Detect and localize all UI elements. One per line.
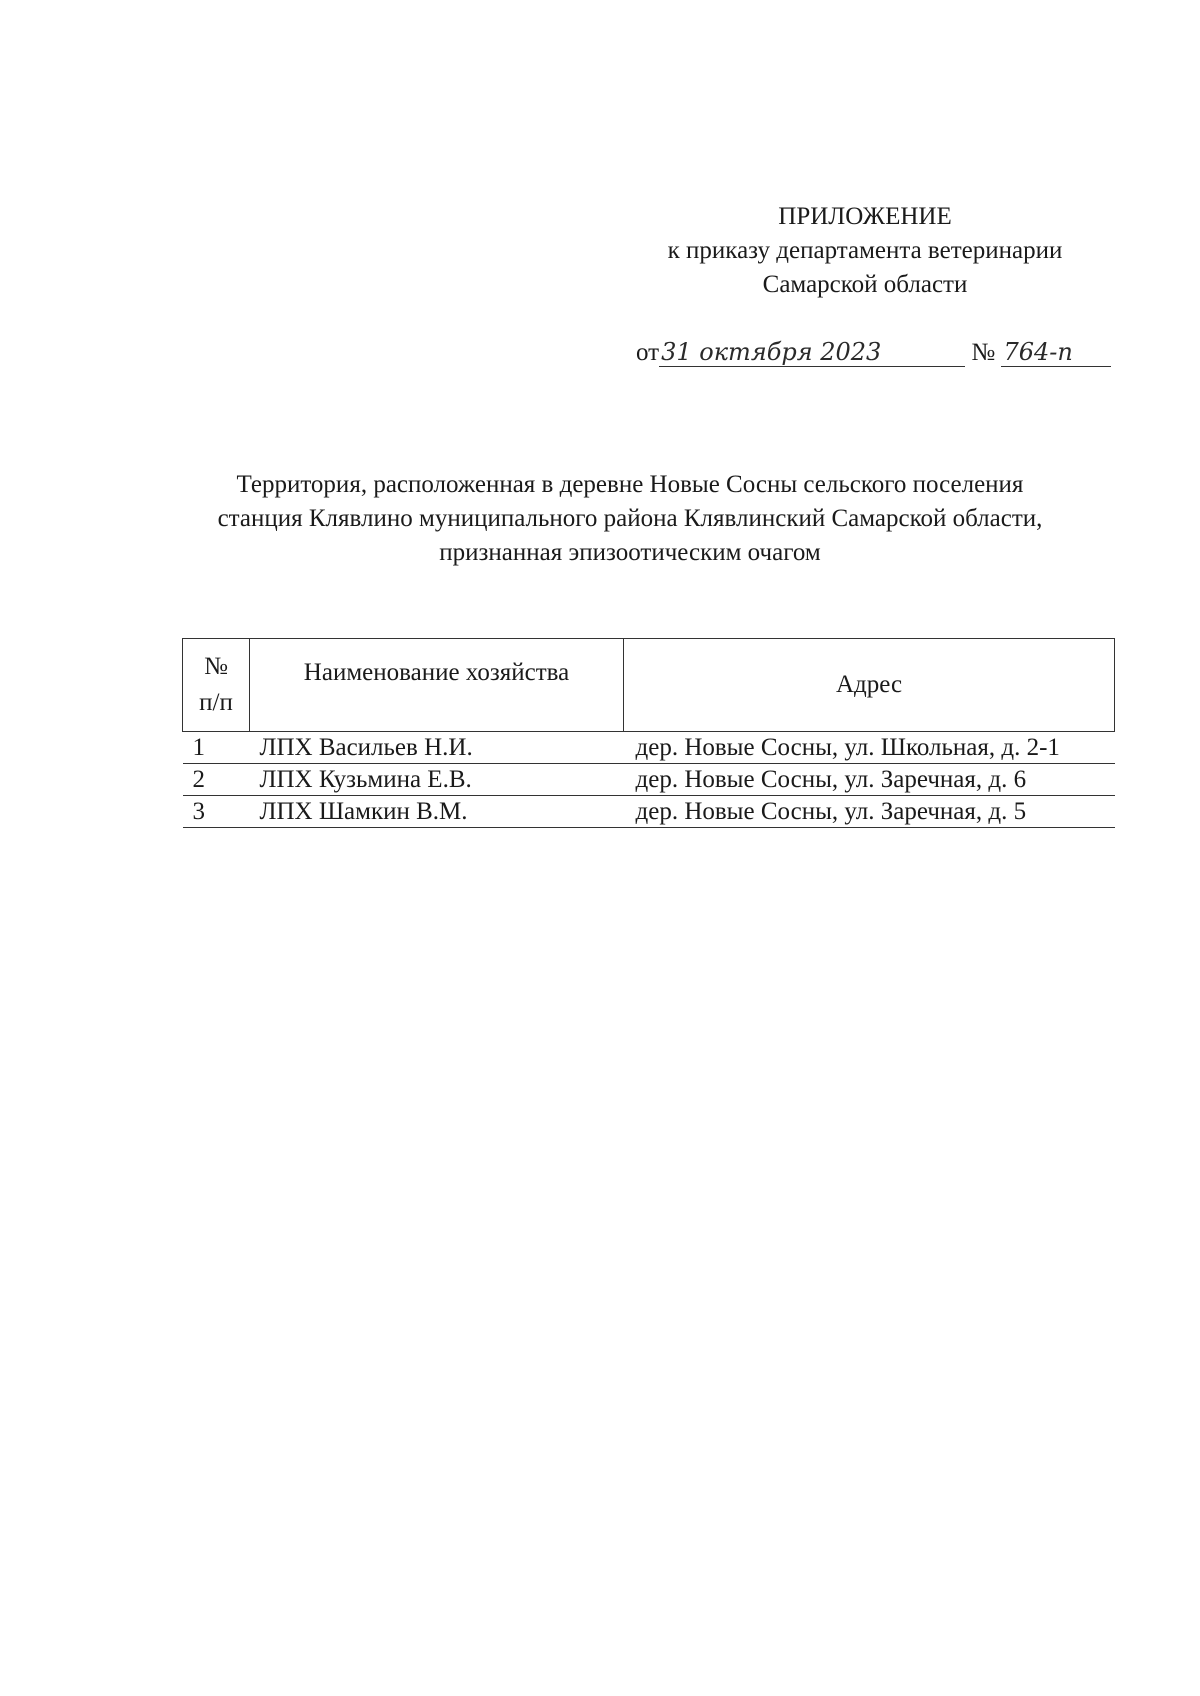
order-number-label: № — [971, 339, 996, 366]
header-number-pp: п/п — [199, 689, 233, 716]
table-header-row — [183, 639, 1115, 732]
row-number: 1 — [183, 732, 250, 764]
order-from-label: от — [636, 339, 660, 366]
header-address: Адрес — [624, 639, 1115, 732]
appendix-block — [620, 200, 1110, 302]
table-row — [183, 796, 1115, 828]
header-farm-name: Наименование хозяйства — [250, 639, 624, 732]
row-address: дер. Новые Сосны, ул. Заречная, д. 5 — [624, 796, 1115, 828]
row-address: дер. Новые Сосны, ул. Заречная, д. 6 — [624, 764, 1115, 796]
table-row — [183, 764, 1115, 796]
row-farm-name: ЛПХ Шамкин В.М. — [250, 796, 624, 828]
heading-line-1: Территория, расположенная в деревне Новые Сосны сельского поселения — [236, 471, 1024, 498]
row-farm-name: ЛПХ Васильев Н.И. — [250, 732, 624, 764]
order-details — [636, 336, 1106, 370]
heading-line-2: станция Клявлино муниципального района Клявлинский Самарской области, — [217, 505, 1043, 532]
row-farm-name: ЛПХ Кузьмина Е.В. — [250, 764, 624, 796]
order-date-handwritten: 31 октября 2023 — [659, 338, 965, 367]
appendix-title: ПРИЛОЖЕНИЕ — [778, 203, 952, 230]
farms-table — [182, 638, 1115, 828]
appendix-reference: к приказу департамента ветеринарии — [667, 237, 1063, 264]
row-number: 3 — [183, 796, 250, 828]
document-heading — [160, 468, 1100, 570]
order-number-handwritten: 764-п — [1001, 338, 1111, 367]
row-number: 2 — [183, 764, 250, 796]
heading-line-3: признанная эпизоотическим очагом — [439, 539, 821, 566]
header-number-sign: № — [204, 653, 228, 680]
appendix-region: Самарской области — [762, 271, 968, 298]
row-address: дер. Новые Сосны, ул. Школьная, д. 2-1 — [624, 732, 1115, 764]
header-number — [183, 639, 250, 732]
table-row — [183, 732, 1115, 764]
